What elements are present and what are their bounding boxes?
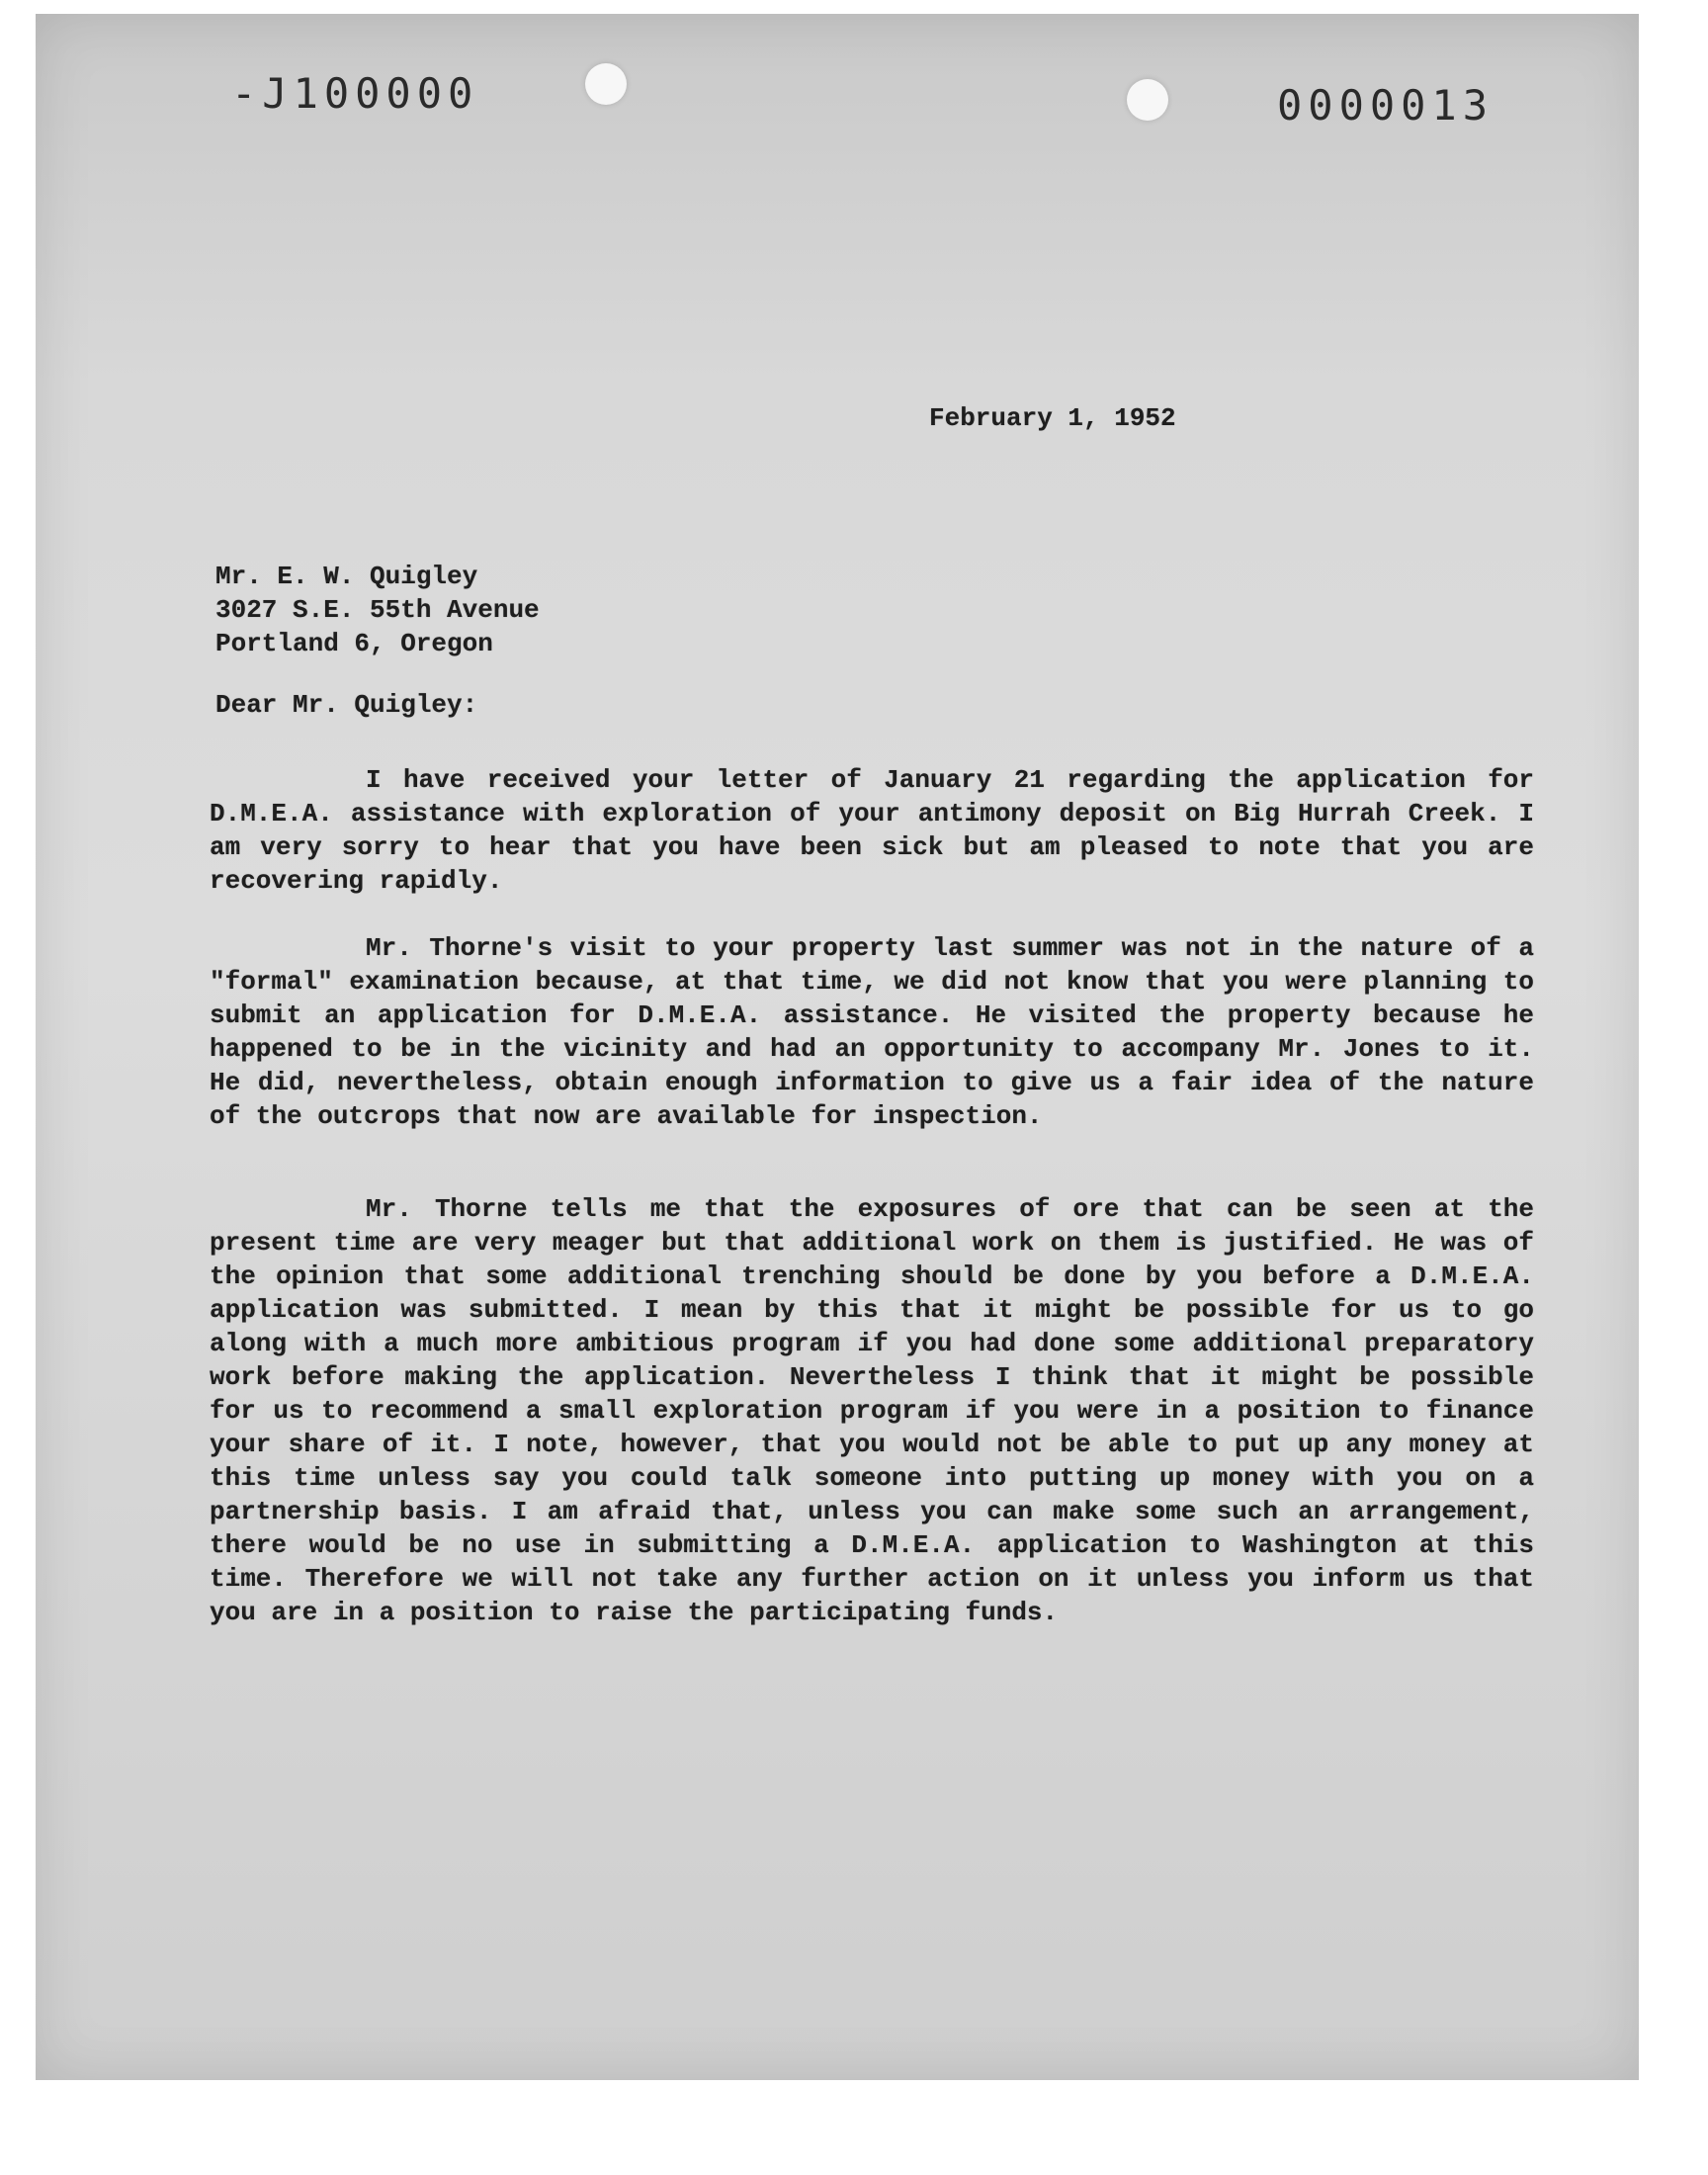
scan-margin-bottom [0,2080,1708,2175]
frame-number-right: 0000013 [1277,81,1494,130]
recipient-address [215,560,540,660]
scanned-page [36,14,1639,2080]
address-line-city: Portland 6, Oregon [215,629,493,658]
letter-date: February 1, 1952 [929,403,1176,433]
punch-hole-left [585,63,627,105]
paragraph-2: Mr. Thorne's visit to your property last summer was not in the nature of a "formal" examination because, at that time, we did not know that you were planning to submit an application for D.M.E.A. assistance. He visited the property because he happened to be in the vicinity and had an opportunity to accompany Mr. Jones to it. He did, nevertheless, obtain enough information to give us a fair idea of the nature of the outcrops that now are available for inspection. [210,933,1534,1131]
salutation: Dear Mr. Quigley: [215,690,478,720]
paragraph-3: Mr. Thorne tells me that the exposures of ore that can be seen at the present time are very meager but that additional work on them is justified. He was of the opinion that some additional trenching should be done by you before a D.M.E.A. application was submitted. I mean by this that it might be possible for us to go along with a much more ambitious program if you had done some additional preparatory work before making the application. Nevertheless I think that it might be possible for us to recommend a small exploration program if you were in a position to finance your share of it. I note, however, that you would not be able to put up any money at this time unless say you could talk someone into putting up money with you on a partnership basis. I am afraid that, unless you can make some such an arrangement, there would be no use in submitting a D.M.E.A. application to Washington at this time. Therefore we will not take any further action on it unless you inform us that you are in a position to raise the participating funds. [210,1194,1534,1627]
punch-hole-right [1127,79,1168,121]
address-line-street: 3027 S.E. 55th Avenue [215,595,540,625]
frame-number-left: -J100000 [231,69,479,118]
address-line-name: Mr. E. W. Quigley [215,562,478,591]
paragraph-1: I have received your letter of January 21 regarding the application for D.M.E.A. assistance with exploration of your antimony deposit on Big Hurrah Creek. I am very sorry to hear that you have been sick but am pleased to note that you are recovering rapidly. [210,765,1534,896]
